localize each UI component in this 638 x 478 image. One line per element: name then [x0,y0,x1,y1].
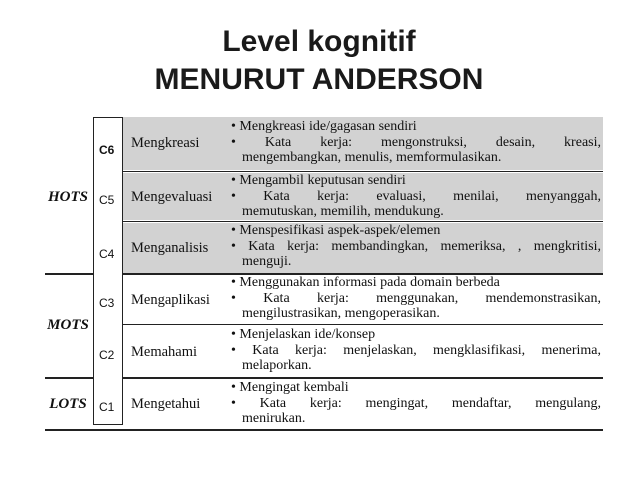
level-code-c3: C3 [99,296,115,310]
group-label-mots: MOTS [47,317,89,333]
bullet-text: melaporkan. [242,358,312,373]
level-code-c6: C6 [99,143,115,157]
bullet-text: • Kata kerja: evaluasi, menilai, menyanggah, [231,188,601,204]
verb-mengaplikasi: Mengaplikasi [131,292,210,308]
bullet-text: • Kata kerja: menggunakan, mendemonstrasikan, [231,290,601,306]
verb-memahami: Memahami [131,344,198,360]
level-code-c5: C5 [99,193,115,207]
desc-mengetahui [231,380,601,427]
divider [123,221,603,222]
bullet-text: mengembangkan, menulis, memformulasikan. [242,150,502,165]
bullet-text: • Menjelaskan ide/konsep [231,327,376,342]
level-code-c4: C4 [99,247,115,261]
bullet-text: menguji. [242,254,292,269]
verb-menganalisis: Menganalisis [131,240,209,256]
level-code-c2: C2 [99,348,115,362]
cognitive-level-table [45,117,603,431]
group-divider [45,377,603,379]
bullet-text: • Mengkreasi ide/gagasan sendiri [231,119,417,134]
desc-memahami [231,327,601,374]
desc-menganalisis [231,223,601,270]
group-label-lots: LOTS [49,396,87,412]
bullet-text: mengilustrasikan, mengoperasikan. [242,306,440,321]
verb-mengevaluasi: Mengevaluasi [131,189,213,205]
bullet-text: • Kata kerja: mengingat, mendaftar, mengulang, [231,395,601,411]
title-line-1: Level kognitif [222,25,416,58]
table-bottom-border [45,429,603,431]
bullet-text: • Mengambil keputusan sendiri [231,173,406,188]
bullet-text: • Menspesifikasi aspek-aspek/elemen [231,223,441,238]
divider [123,171,603,172]
level-code-column [93,117,123,425]
bullet-text: memutuskan, memilih, mendukung. [242,204,444,219]
desc-mengevaluasi [231,173,601,220]
desc-mengkreasi [231,119,601,166]
bullet-text: • Kata kerja: mengonstruksi, desain, kreasi, [231,134,601,150]
bullet-text: • Kata kerja: membandingkan, memeriksa, , mengkritisi, [231,238,601,254]
group-label-hots: HOTS [47,189,88,205]
bullet-text: • Kata kerja: menjelaskan, mengklasifikasi, menerima, [231,342,601,358]
verb-mengetahui: Mengetahui [131,396,201,412]
desc-mengaplikasi [231,275,601,322]
verb-mengkreasi: Mengkreasi [131,135,200,151]
level-code-c1: C1 [99,400,115,414]
divider [123,324,603,325]
bullet-text: • Menggunakan informasi pada domain berbeda [231,275,500,290]
bullet-text: menirukan. [242,411,306,426]
bullet-text: • Mengingat kembali [231,380,349,395]
title-line-2: MENURUT ANDERSON [154,63,484,96]
